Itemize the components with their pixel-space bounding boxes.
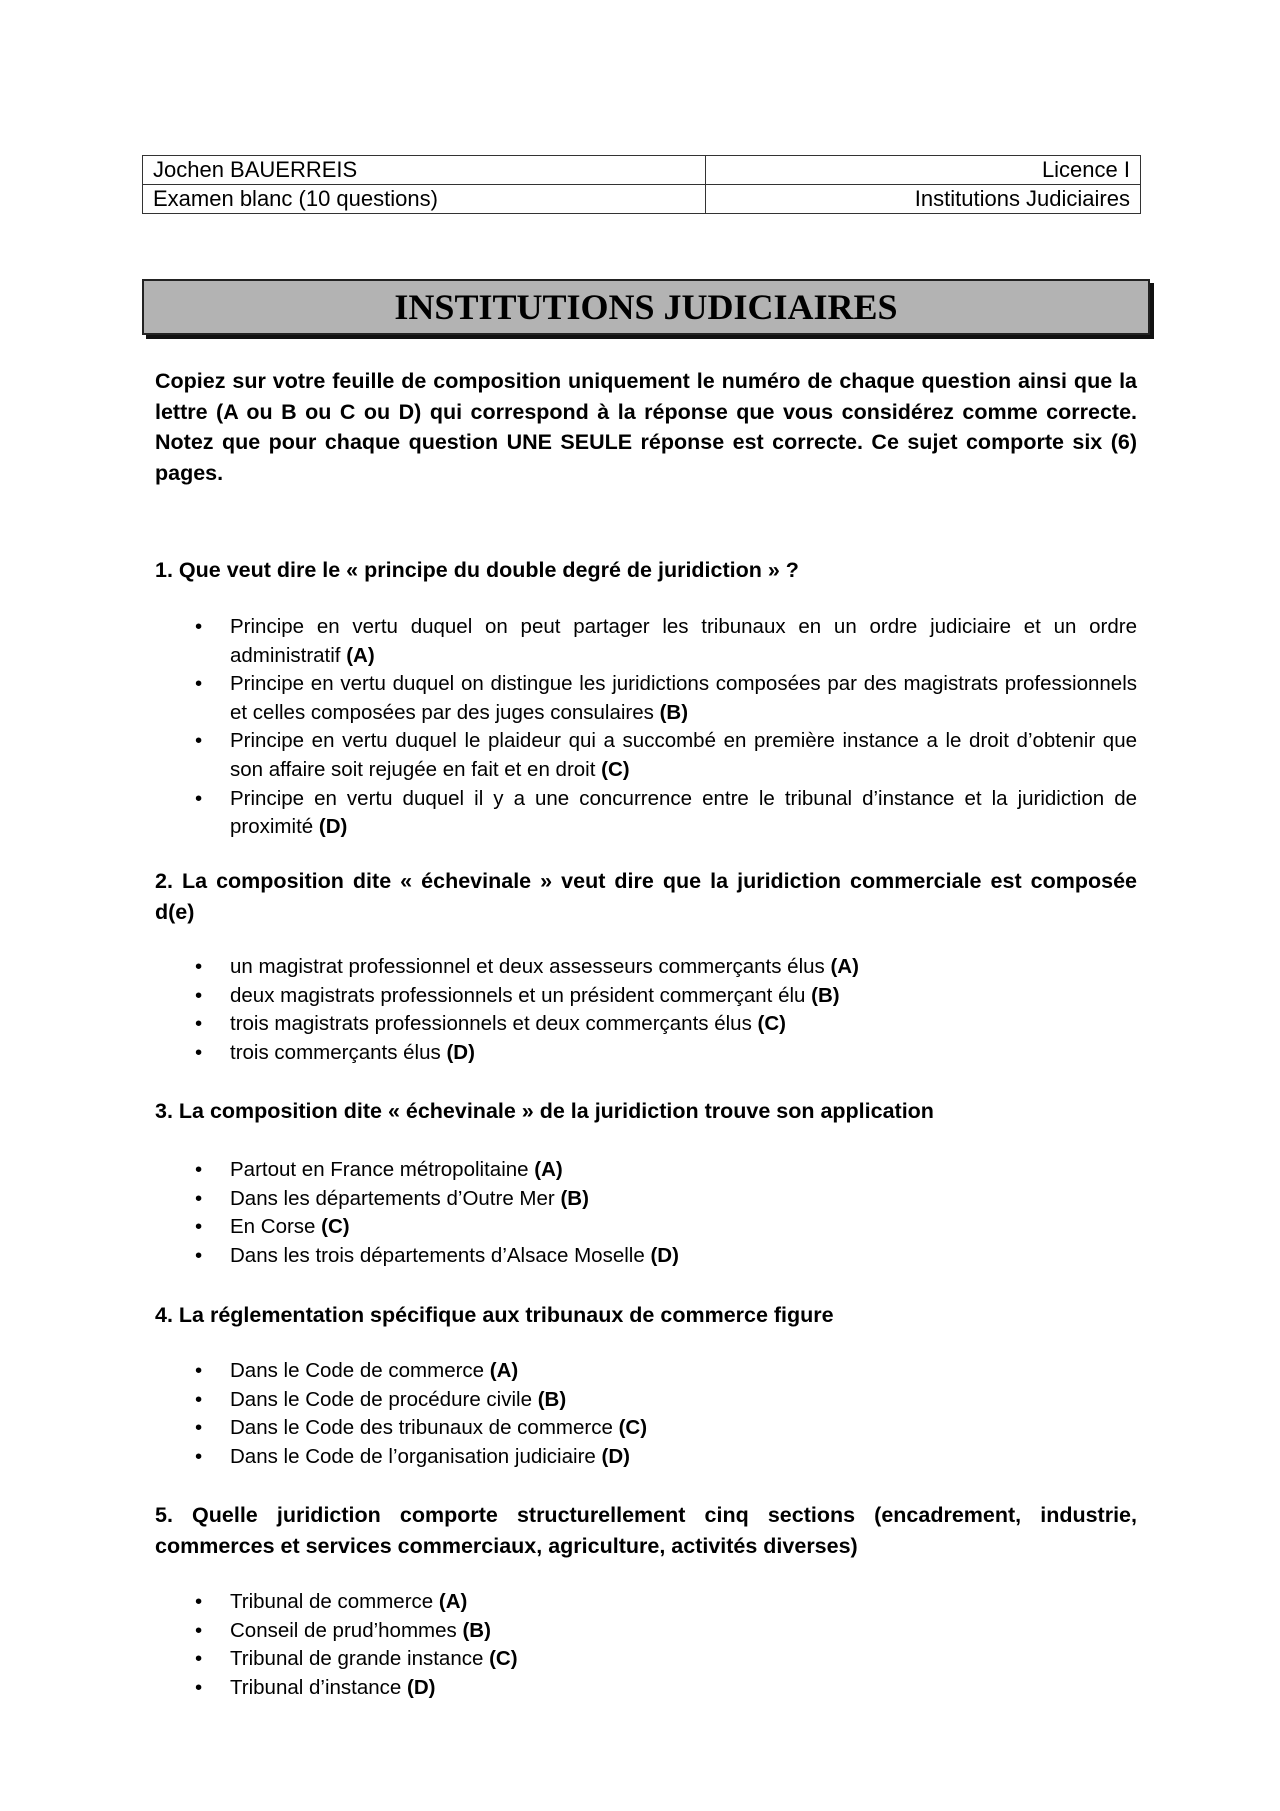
- option-letter: (D): [601, 1444, 630, 1468]
- option-text: Conseil de prud’hommes: [230, 1618, 457, 1642]
- page-title: INSTITUTIONS JUDICIAIRES: [142, 279, 1150, 335]
- question-3: 3. La composition dite « échevinale » de la juridiction trouve son application: [155, 1099, 934, 1123]
- question-5: 5. Quelle juridiction comporte structurellement cinq sections (encadrement, industrie, commerces et services commerciaux, agriculture, activités diverses): [155, 1503, 1137, 1558]
- option-letter: (B): [811, 983, 840, 1007]
- option-letter: (C): [321, 1215, 350, 1239]
- question-4: 4. La réglementation spécifique aux tribunaux de commerce figure: [155, 1303, 834, 1327]
- option-item: [155, 1039, 1137, 1068]
- options-list: [155, 953, 1137, 1067]
- option-letter: (C): [618, 1416, 648, 1440]
- options-list: [155, 1357, 1137, 1471]
- option-item: [155, 727, 1137, 784]
- option-item: [155, 1414, 1137, 1443]
- option-text: Dans les trois départements d’Alsace Moselle: [230, 1243, 645, 1267]
- option-text: Principe en vertu duquel le plaideur qui a succombé en première instance a le droit d’obtenir que son affaire soit rejugée en fait et en droit: [230, 729, 1137, 781]
- bullet-icon: •: [195, 1359, 203, 1382]
- option-item: [155, 1617, 1137, 1646]
- option-item: [155, 670, 1137, 727]
- bullet-icon: •: [195, 1590, 203, 1613]
- options-list: [155, 1156, 1137, 1270]
- bullet-icon: •: [195, 672, 203, 696]
- question-1: 1. Que veut dire le « principe du double degré de juridiction » ?: [155, 558, 799, 582]
- bullet-icon: •: [195, 786, 203, 810]
- bullet-icon: •: [195, 1416, 203, 1440]
- option-text: Dans le Code de procédure civile: [230, 1387, 532, 1411]
- bullet-icon: •: [195, 955, 203, 978]
- option-text: trois magistrats professionnels et deux commerçants élus: [230, 1012, 752, 1036]
- option-letter: (B): [560, 1186, 589, 1210]
- option-item: [155, 1588, 1137, 1617]
- option-item: [155, 953, 1137, 982]
- bullet-icon: •: [195, 1243, 203, 1267]
- option-item: [155, 1443, 1137, 1472]
- option-letter: (A): [346, 643, 375, 667]
- bullet-icon: •: [195, 1186, 203, 1210]
- level-cell: Licence I: [706, 156, 1141, 185]
- bullet-icon: •: [195, 1215, 203, 1239]
- bullet-icon: •: [195, 1012, 203, 1036]
- bullet-icon: •: [195, 1675, 203, 1699]
- option-letter: (A): [438, 1590, 468, 1613]
- option-text: trois commerçants élus: [230, 1040, 441, 1064]
- option-letter: (B): [537, 1387, 567, 1411]
- options-list: [155, 613, 1137, 842]
- option-letter: (A): [830, 955, 859, 978]
- option-letter: (D): [407, 1675, 436, 1699]
- header-table: [142, 155, 1141, 214]
- option-text: deux magistrats professionnels et un président commerçant élu: [230, 983, 806, 1007]
- options-list: [155, 1588, 1137, 1702]
- option-item: [155, 1674, 1137, 1703]
- option-item: [155, 1010, 1137, 1039]
- exam-cell: Examen blanc (10 questions): [143, 185, 706, 214]
- option-letter: (C): [757, 1012, 787, 1036]
- author-cell: Jochen BAUERREIS: [143, 156, 706, 185]
- bullet-icon: •: [195, 1387, 203, 1411]
- option-text: Tribunal d’instance: [230, 1675, 402, 1699]
- option-letter: (D): [318, 815, 348, 839]
- option-letter: (D): [650, 1243, 679, 1267]
- option-item: [155, 613, 1137, 670]
- option-item: [155, 1185, 1137, 1214]
- bullet-icon: •: [195, 1444, 203, 1468]
- option-letter: (C): [489, 1647, 518, 1671]
- option-text: Partout en France métropolitaine: [230, 1158, 529, 1181]
- option-text: Dans le Code de l’organisation judiciaire: [230, 1444, 596, 1468]
- option-letter: (A): [534, 1158, 563, 1181]
- bullet-icon: •: [195, 729, 203, 753]
- option-text: Principe en vertu duquel il y a une concurrence entre le tribunal d’instance et la juridiction de proximité: [230, 786, 1137, 839]
- option-item: [155, 1213, 1137, 1242]
- subject-cell: Institutions Judiciaires: [706, 185, 1141, 214]
- option-text: Tribunal de commerce: [230, 1590, 434, 1613]
- option-text: En Corse: [230, 1215, 316, 1239]
- option-text: Dans le Code de commerce: [230, 1359, 485, 1382]
- option-text: Tribunal de grande instance: [230, 1647, 484, 1671]
- option-text: Dans le Code des tribunaux de commerce: [230, 1416, 613, 1440]
- bullet-icon: •: [195, 1618, 203, 1642]
- bullet-icon: •: [195, 1158, 203, 1181]
- instructions: Copiez sur votre feuille de composition uniquement le numéro de chaque question ainsi que la lettre (A ou B ou C ou D) qui correspond à la réponse que vous considérez comme correcte. Notez que pour chaque question UNE SEULE réponse est correcte. Ce sujet comporte six (6) pages.: [155, 369, 1137, 485]
- option-letter: (B): [659, 700, 689, 724]
- bullet-icon: •: [195, 1647, 203, 1671]
- bullet-icon: •: [195, 1040, 203, 1064]
- option-letter: (D): [446, 1040, 475, 1064]
- option-letter: (A): [489, 1359, 519, 1382]
- option-text: Dans les départements d’Outre Mer: [230, 1186, 555, 1210]
- option-text: Principe en vertu duquel on peut partager les tribunaux en un ordre judiciaire et un ordre administratif: [230, 615, 1137, 667]
- option-item: [155, 1242, 1137, 1271]
- option-item: [155, 1386, 1137, 1415]
- option-text: un magistrat professionnel et deux assesseurs commerçants élus: [230, 955, 825, 978]
- bullet-icon: •: [195, 615, 203, 638]
- option-item: [155, 785, 1137, 842]
- option-item: [155, 1357, 1137, 1386]
- question-2: 2. La composition dite « échevinale » veut dire que la juridiction commerciale est composée d(e): [155, 869, 1137, 924]
- option-item: [155, 982, 1137, 1011]
- option-item: [155, 1645, 1137, 1674]
- bullet-icon: •: [195, 983, 203, 1007]
- option-letter: (C): [601, 757, 630, 781]
- option-letter: (B): [462, 1618, 491, 1642]
- option-text: Principe en vertu duquel on distingue les juridictions composées par des magistrats professionnels et celles composées par des juges consulaires: [230, 672, 1137, 724]
- option-item: [155, 1156, 1137, 1185]
